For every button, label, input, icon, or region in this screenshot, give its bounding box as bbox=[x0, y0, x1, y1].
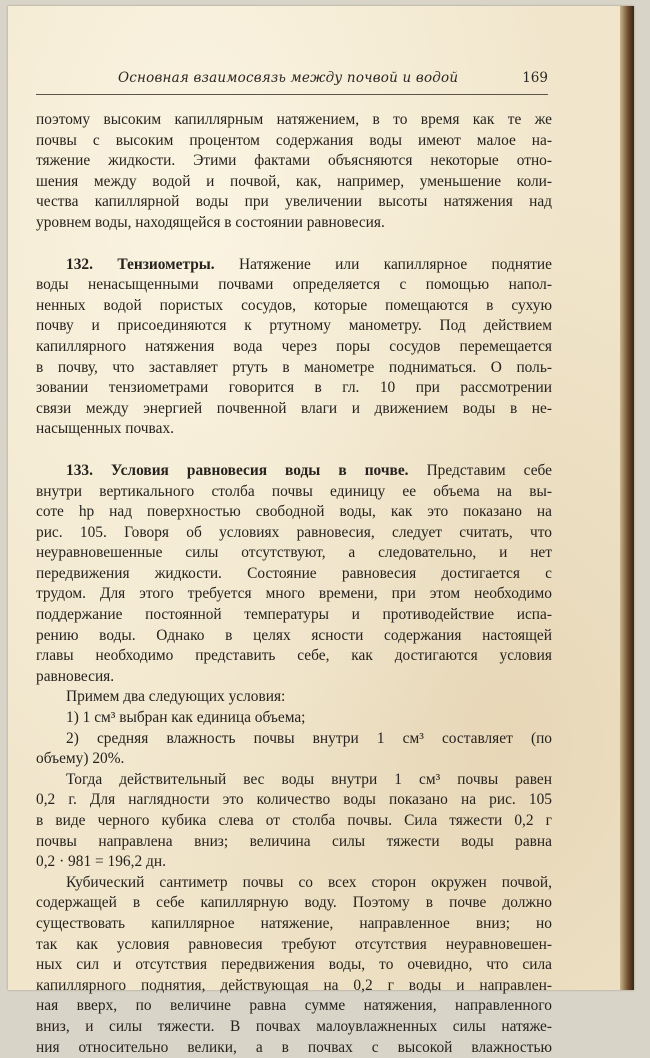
text-line: капиллярного натяжения вода через поры сосудов перемещается bbox=[36, 337, 552, 355]
text-line: так как условия равновесия требуют отсутствия неуравновешен- bbox=[36, 935, 552, 953]
text-line: почвы направлена вниз; величина силы тяжести воды равна bbox=[36, 832, 552, 850]
paragraph-cubic-cm bbox=[36, 873, 552, 1058]
page-number: 169 bbox=[522, 70, 548, 86]
text-line: воды ненасыщенными почвами определяется с помощью напол- bbox=[36, 276, 552, 294]
text-line: 0,2 · 981 = 196,2 дн. bbox=[36, 853, 166, 871]
text-line: неуравновешенные силы отсутствуют, а следовательно, и нет bbox=[36, 544, 552, 562]
text-line: ненных водой пористых сосудов, которые помещаются в сухую bbox=[36, 296, 552, 314]
text-line: уровнем воды, находящейся в состоянии равновесия. bbox=[36, 213, 385, 231]
text-line: Кубический сантиметр почвы со всех сторон окружен почвой, bbox=[66, 873, 552, 891]
section-heading: 133. Условия равновесия воды в почве. bbox=[66, 461, 409, 479]
text-line: 132. Тензиометры. Натяжение или капиллярное поднятие bbox=[66, 255, 552, 273]
text-line: поддержание постоянной температуры и противодействие испа- bbox=[36, 606, 552, 624]
text-line: почвы с высоким процентом содержания воды имеют малое на- bbox=[36, 131, 552, 149]
text-line: капиллярного поднятия, действующая на 0,2 г воды и направлен- bbox=[36, 976, 552, 994]
text-line: вниз, и силы тяжести. В почвах малоувлажненных силы натяже- bbox=[36, 1017, 552, 1035]
list-item: 1) 1 см³ выбран как единица объема; bbox=[66, 709, 306, 727]
text-line: 133. Условия равновесия воды в почве. Представим себе bbox=[66, 461, 552, 479]
text-line: ных сил и отсутствия передвижения воды, то очевидно, что сила bbox=[36, 956, 552, 974]
text-line: тяжение жидкости. Этими фактами объясняются некоторые отно- bbox=[36, 152, 552, 170]
text-line: насыщенных почвах. bbox=[36, 420, 174, 438]
text-line: трудом. Для этого требуется много времени, при этом необходимо bbox=[36, 585, 552, 603]
text-line: зовании тензиометрами говорится в гл. 10 при рассмотрении bbox=[36, 379, 552, 397]
text-line: равновесия. bbox=[36, 667, 115, 685]
body-text bbox=[36, 110, 552, 1058]
list-item: 2) средняя влажность почвы внутри 1 см³ составляет (по bbox=[66, 729, 552, 747]
text-line: внутри вертикального столба почвы единицу ее объема на вы- bbox=[36, 482, 552, 500]
text-line: в виде черного кубика слева от столба почвы. Сила тяжести 0,2 г bbox=[36, 812, 552, 829]
text-line: ния относительно велики, а в почвах с высокой влажностью bbox=[36, 1038, 552, 1056]
paragraph-weight bbox=[36, 770, 552, 873]
text-line: соте hp над поверхностью свободной воды, как это показано на bbox=[36, 503, 552, 521]
text-line: в почву, что заставляет ртуть в манометре подниматься. О поль- bbox=[36, 358, 552, 376]
conditions-list bbox=[36, 687, 552, 769]
text-line: рению воды. Однако в целях ясности содержания настоящей bbox=[36, 626, 552, 644]
header-rule bbox=[36, 94, 548, 95]
section-132 bbox=[36, 255, 552, 440]
text-line: ная вверх, по величине равна сумме натяжения, направленного bbox=[36, 997, 552, 1015]
text-line: существовать капиллярное натяжение, направленное вниз; но bbox=[36, 914, 552, 932]
text-line: связи между энергией почвенной влаги и движением воды в не- bbox=[36, 399, 552, 417]
text-line: главы необходимо представить себе, как достигаются условия bbox=[36, 647, 552, 665]
section-heading: 132. Тензиометры. bbox=[66, 255, 215, 273]
text-line: 0,2 г. Для наглядности это количество воды показано на рис. 105 bbox=[36, 791, 552, 809]
text-line: шения между водой и почвой, как, например, уменьшение коли- bbox=[36, 172, 552, 190]
paragraph-continuation bbox=[36, 110, 552, 234]
text-line: объему) 20%. bbox=[36, 750, 125, 768]
text-line: Примем два следующих условия: bbox=[66, 688, 286, 706]
running-header bbox=[118, 70, 548, 86]
book-spine-shadow bbox=[620, 6, 634, 990]
text-line: чества капиллярной воды при увеличении высоты натяжения над bbox=[36, 193, 552, 211]
running-header-title: Основная взаимосвязь между почвой и водой bbox=[118, 70, 459, 86]
text-line: рис. 105. Говоря об условиях равновесия, следует считать, что bbox=[36, 523, 552, 541]
text-line: содержащей в себе капиллярную воду. Поэтому в почве должно bbox=[36, 894, 552, 912]
book-page bbox=[8, 6, 634, 1056]
text-line: передвижения жидкости. Состояние равновесия достигается с bbox=[36, 564, 552, 582]
text-line: Тогда действительный вес воды внутри 1 см³ почвы равен bbox=[66, 770, 552, 788]
text-line: почву и присоединяются к ртутному манометру. Под действием bbox=[36, 317, 552, 335]
text-line: поэтому высоким капиллярным натяжением, в то время как те же bbox=[36, 111, 552, 128]
section-133 bbox=[36, 461, 552, 688]
